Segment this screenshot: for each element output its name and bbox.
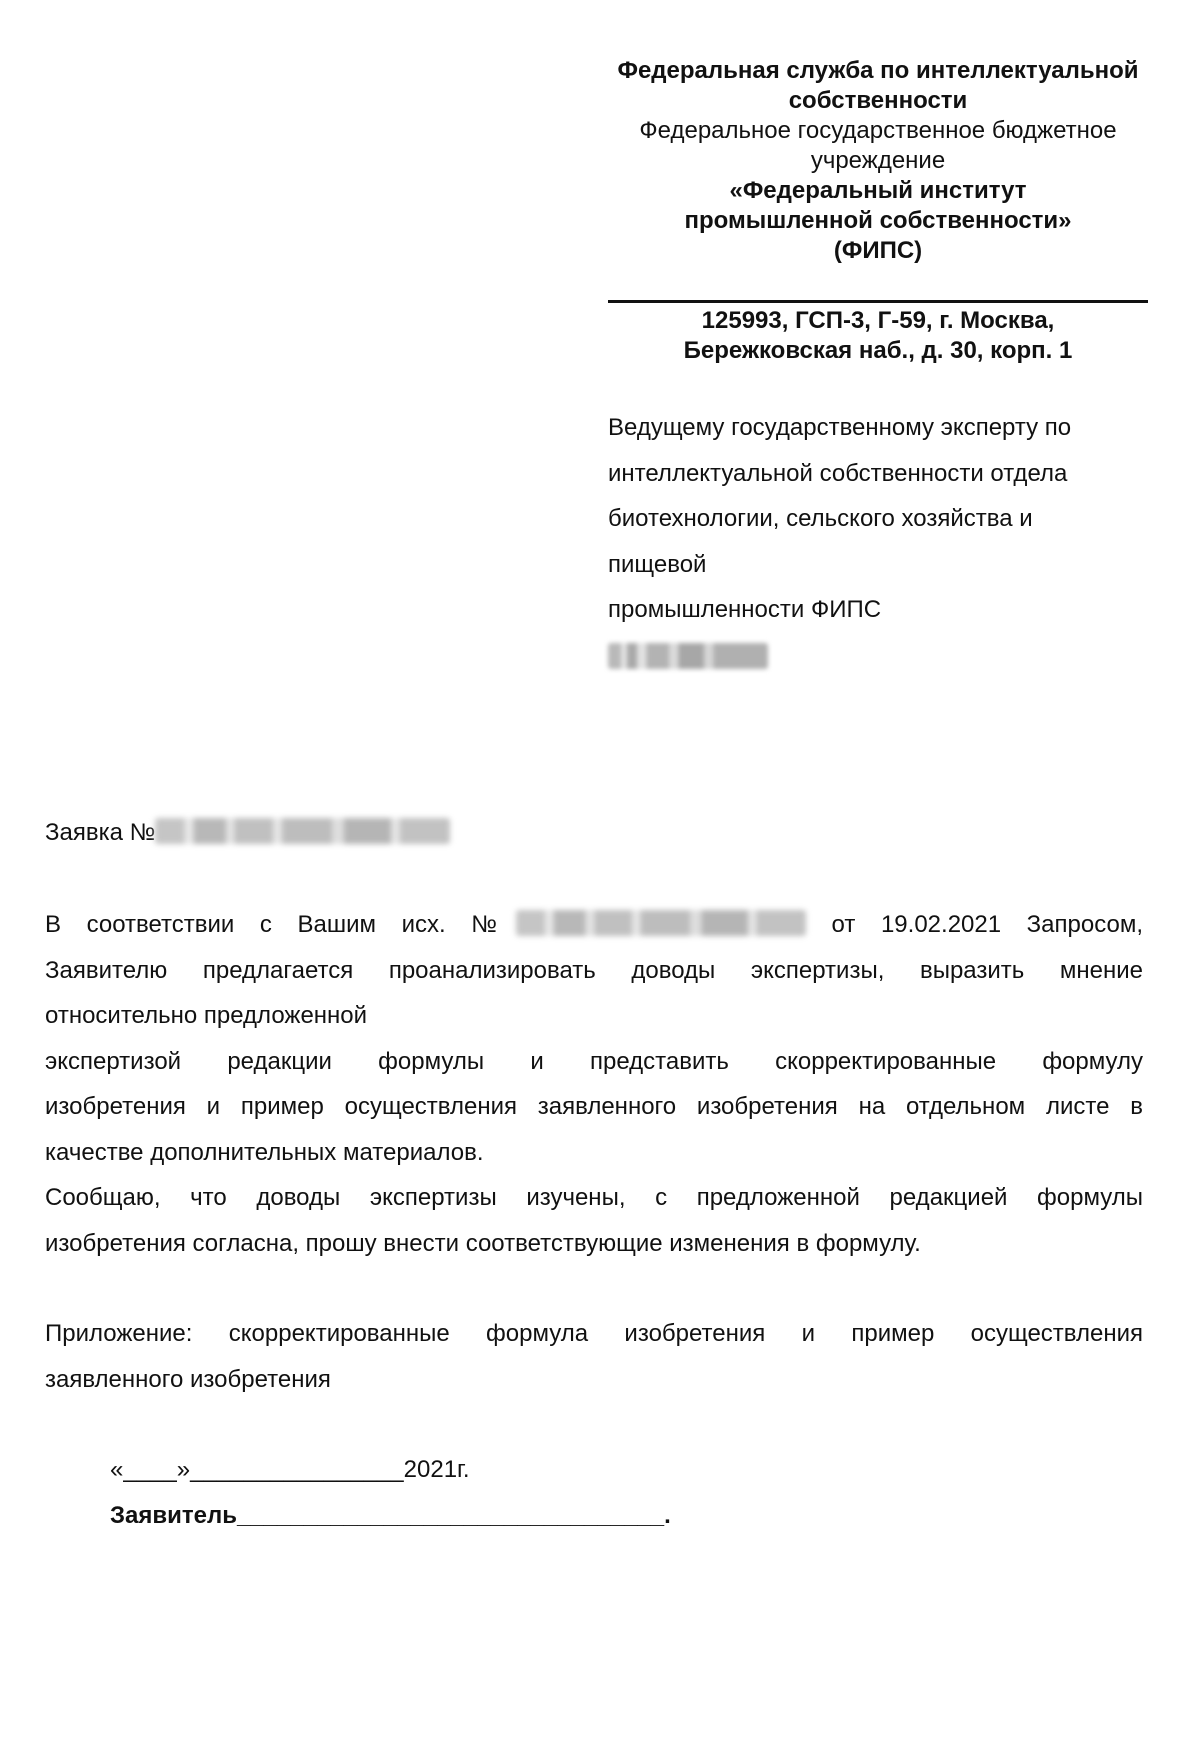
body-line4: экспертизой редакции формулы и представить скорректированные формулу <box>45 1047 1143 1075</box>
recipient-line1: Ведущему государственному эксперту по <box>608 414 1072 441</box>
application-label: Заявка № <box>45 819 156 846</box>
body-line1 <box>45 902 1143 948</box>
body-line6: качестве дополнительных материалов. <box>45 1138 484 1166</box>
recipient-line4: пищевой <box>608 550 707 578</box>
body-line2: Заявителю предлагается проанализировать доводы экспертизы, выразить мнение <box>45 956 1143 984</box>
org-name-line1: Федеральная служба по интеллектуальной <box>617 57 1139 84</box>
date-field: «____»________________2021г. <box>110 1456 470 1483</box>
address-line1: 125993, ГСП-3, Г-59, г. Москва, <box>701 307 1055 334</box>
body-line8: изобретения согласна, прошу внести соответствующие изменения в формулу. <box>45 1229 921 1257</box>
institution-name-line1: «Федеральный институт <box>729 177 1027 204</box>
header-divider <box>608 300 1148 303</box>
institution-type-line1: Федеральное государственное бюджетное <box>639 117 1117 144</box>
application-reference <box>45 810 1143 856</box>
redacted-application-number <box>155 818 450 844</box>
redacted-expert-name <box>608 643 768 669</box>
appendix-line2: заявленного изобретения <box>45 1365 331 1393</box>
body-line1-end: от 19.02.2021 Запросом, <box>805 911 1143 938</box>
recipient-block <box>608 405 1148 684</box>
addressee-header <box>608 56 1148 266</box>
body-line3: относительно предложенной <box>45 1002 368 1029</box>
org-name-line2: собственности <box>788 87 968 114</box>
body-line1-start: В соответствии с Вашим исх. № <box>45 911 516 938</box>
body-line5: изобретения и пример осуществления заявленного изобретения на отдельном листе в <box>45 1093 1143 1120</box>
body-line7: Сообщаю, что доводы экспертизы изучены, с предложенной редакцией формулы <box>45 1184 1143 1211</box>
institution-type-line2: учреждение <box>810 147 946 174</box>
appendix-note <box>45 1311 1143 1402</box>
institution-abbreviation: (ФИПС) <box>833 237 923 264</box>
appendix-line1: Приложение: скорректированные формула изобретения и пример осуществления <box>45 1320 1143 1347</box>
postal-address <box>608 306 1148 366</box>
letter-body <box>45 902 1143 1266</box>
recipient-line5: промышленности ФИПС <box>608 596 882 623</box>
recipient-line3: биотехнологии, сельского хозяйства и <box>608 505 1033 532</box>
institution-name-line2: промышленной собственности» <box>684 207 1072 234</box>
address-line2: Бережковская наб., д. 30, корп. 1 <box>683 337 1073 364</box>
recipient-line2: интеллектуальной собственности отдела <box>608 459 1068 487</box>
redacted-outgoing-number <box>516 910 806 936</box>
applicant-signature-line: Заявитель________________________________. <box>110 1502 671 1529</box>
